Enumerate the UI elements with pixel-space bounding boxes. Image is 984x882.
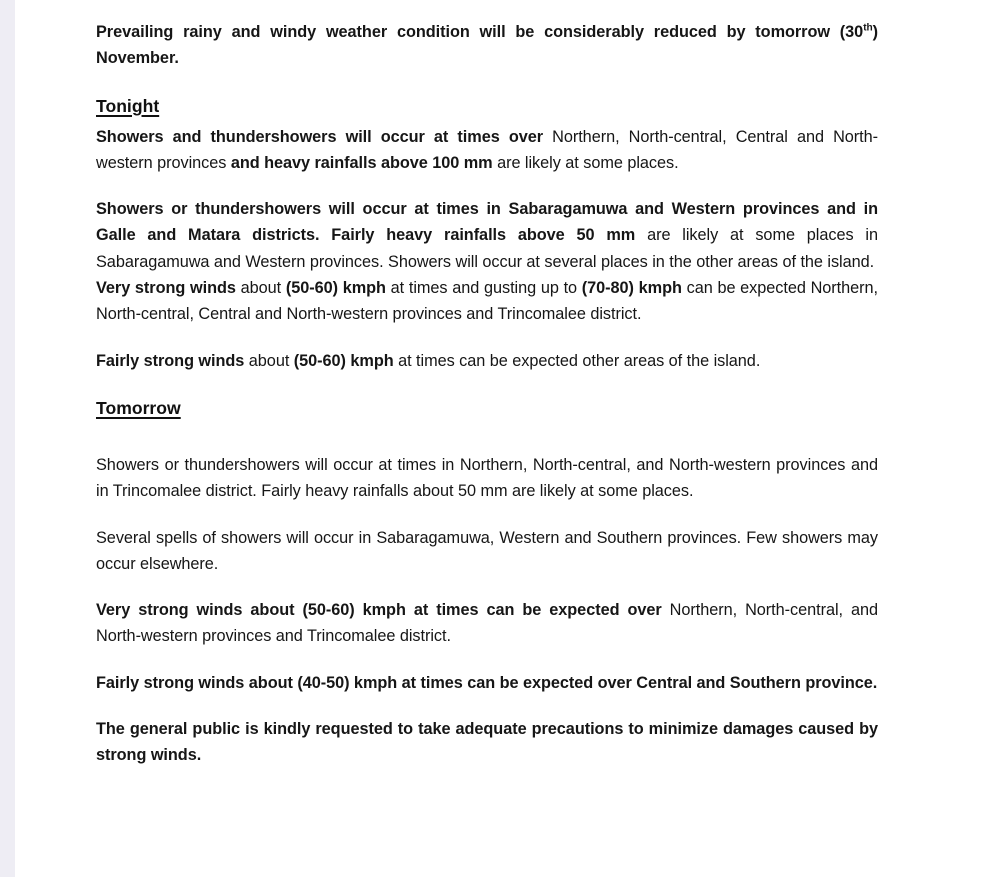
run-regular: at times can be expected other areas of the island. [393, 351, 761, 370]
tomorrow-paragraph-1 [96, 452, 878, 505]
run-bold: (50-60) kmph [285, 279, 386, 298]
run-regular: at times and gusting up to [385, 279, 582, 298]
section-heading-tonight: Tonight [96, 95, 160, 116]
section-heading-tomorrow-wrap [96, 395, 878, 421]
spacer-intro-tonight [96, 72, 878, 93]
tomorrow-paragraph-2 [96, 525, 878, 578]
run-regular: Northern, North-central, and North-western provinces and Trincomalee district. [96, 601, 879, 646]
public-advisory-paragraph [96, 716, 878, 769]
spacer-paragraph [96, 505, 878, 525]
run-bold: (50-60) kmph [293, 351, 394, 370]
run-regular: are likely at some places in Sabaragamuwa and Western provinces. Showers will occur at several places in the other areas of the island. [96, 226, 878, 271]
run-regular: Several spells of showers will occur in Sabaragamuwa, Western and Southern provinces. Few showers may occur elsewhere. [96, 528, 878, 573]
document-body [96, 0, 878, 769]
page-left-gutter [0, 0, 15, 877]
intro-ordinal-suffix: th [863, 22, 873, 34]
tonight-paragraph-4 [96, 348, 878, 374]
run-bold: The general public is kindly requested to take adequate precautions to minimize damages caused by strong winds. [96, 720, 878, 765]
run-regular: about [235, 279, 286, 298]
run-regular: are likely at some places. [492, 153, 679, 172]
spacer-paragraph [96, 176, 878, 196]
intro-paragraph [96, 19, 878, 72]
spacer-paragraph [96, 328, 878, 348]
spacer-paragraph [96, 577, 878, 597]
tonight-paragraph-3 [96, 275, 878, 328]
spacer-before-tomorrow [96, 374, 878, 395]
section-heading-tonight-wrap [96, 93, 878, 119]
run-bold: Very strong winds [96, 279, 236, 298]
run-bold: Fairly strong winds [96, 351, 245, 370]
spacer-paragraph [96, 696, 878, 716]
intro-text-tail: ) November. [96, 23, 878, 68]
run-bold: Very strong winds about (50-60) kmph at times can be expected over [96, 601, 662, 620]
run-bold: Fairly strong winds about (40-50) kmph at times can be expected over Central and Southern province. [96, 673, 878, 692]
run-bold: Showers and thundershowers will occur at times over [96, 127, 544, 146]
run-regular: can be expected Northern, North-central, Central and North-western provinces and Trincomalee district. [96, 279, 878, 324]
intro-text-main: Prevailing rainy and windy weather condition will be considerably reduced by tomorrow (30 [96, 23, 864, 41]
tonight-paragraph-1 [96, 124, 878, 177]
section-heading-tomorrow: Tomorrow [96, 397, 181, 418]
spacer-paragraph [96, 650, 878, 670]
spacer-after-tomorrow-heading [96, 421, 878, 452]
run-bold: and heavy rainfalls above 100 mm [230, 153, 493, 172]
tomorrow-paragraph-4 [96, 670, 878, 696]
tomorrow-paragraph-3 [96, 597, 878, 650]
run-bold: Showers or thundershowers will occur at times in Sabaragamuwa and Western provinces and in Galle and Matara districts. Fairly heavy rainfalls above 50 mm [96, 200, 878, 245]
tonight-paragraph-2 [96, 196, 878, 275]
run-regular: about [244, 351, 294, 370]
run-bold: (70-80) kmph [581, 279, 682, 298]
run-regular: Showers or thundershowers will occur at times in Northern, North-central, and North-western provinces and in Trincomalee district. Fairly heavy rainfalls about 50 mm are likely at some places. [96, 455, 878, 501]
run-regular: Northern, North-central, Central and North-western provinces [96, 127, 879, 172]
